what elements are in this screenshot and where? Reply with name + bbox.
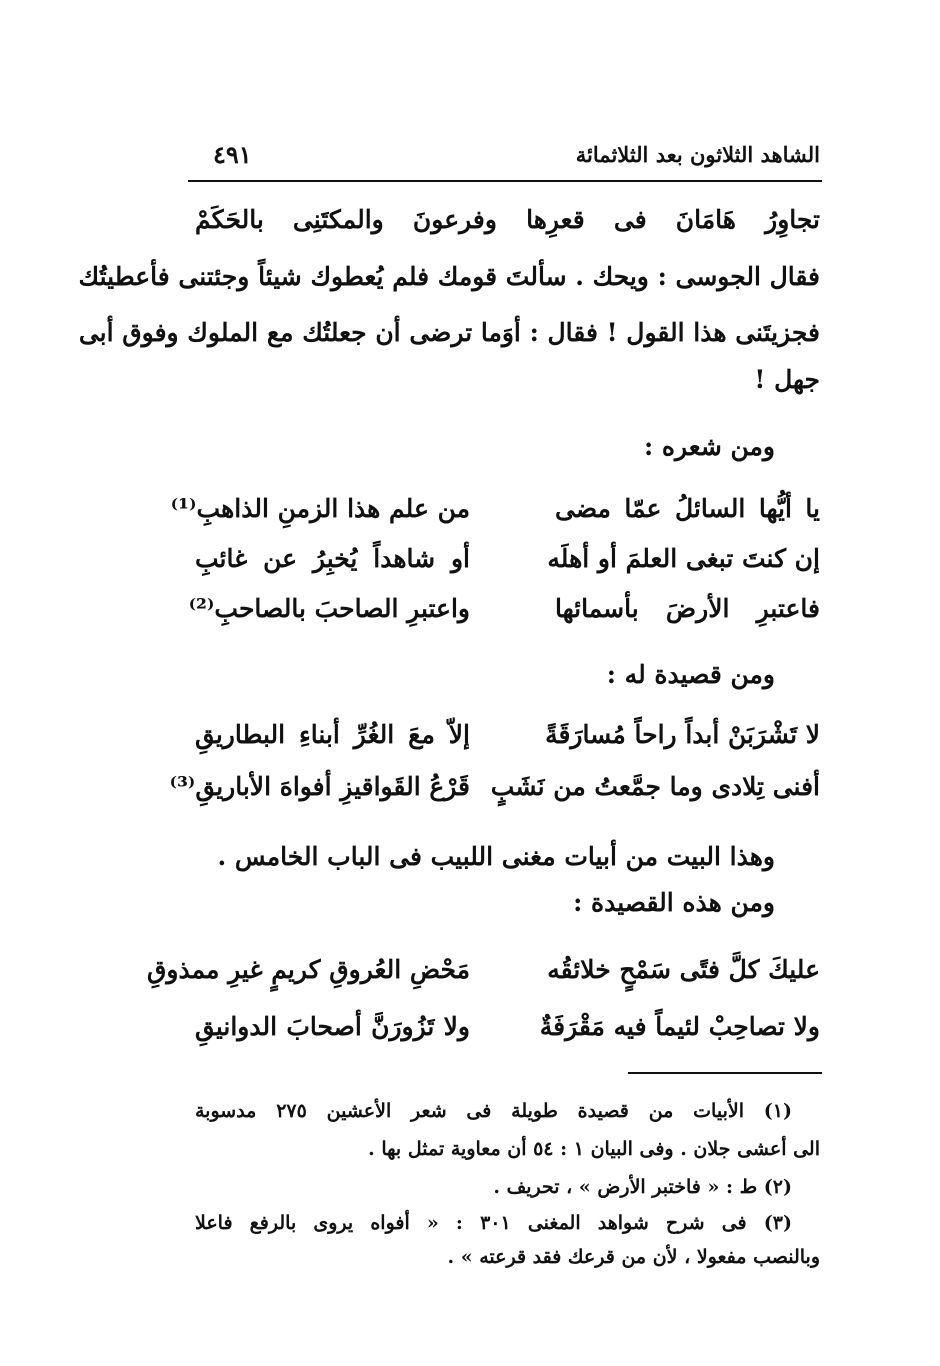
verse bbox=[170, 494, 820, 534]
verse bbox=[195, 720, 820, 760]
verse-second-hemistich: ولا تَزُورَنَّ أصحابَ الدوانيقِ bbox=[195, 1012, 470, 1041]
footnote-line: (٣) فى شرح شواهد المغنى ٣٠١ : « أفواه يروى بالرفع فاعلا bbox=[195, 1212, 792, 1234]
section-heading: ومن قصيدة له : bbox=[606, 660, 775, 689]
verse-first-hemistich: يا أيُّها السائلُ عمّا مضى bbox=[555, 494, 820, 523]
footnote-line: (١) الأبيات من قصيدة طويلة فى شعر الأعشين ٢٧٥ مدسوبة bbox=[195, 1100, 792, 1122]
verse bbox=[169, 772, 820, 812]
prose-line: فجزيتَنى هذا القول ! فقال : أوَما ترضى أن جعلتُك مع الملوك وفوق أبى bbox=[78, 318, 820, 347]
verse bbox=[147, 955, 820, 995]
prose-line: جهل ! bbox=[754, 365, 820, 394]
verse-first-hemistich: عليكَ كلَّ فتًى سَمْحٍ خلائقُه bbox=[547, 955, 820, 984]
verse-first-hemistich: أفنى تِلادى وما جمَّعتُ من نَشَبٍ bbox=[490, 772, 820, 801]
verse-line-intro: تجاوِرُ هَامَانَ فى قعرِها وفرعونَ والمكتَنِى بالحَكَمْ bbox=[195, 205, 820, 234]
header-divider bbox=[188, 180, 822, 182]
note-line: وهذا البيت من أبيات مغنى اللبيب فى الباب الخامس . bbox=[217, 842, 775, 871]
page-header bbox=[195, 138, 820, 174]
verse-second-hemistich: مَحْضِ العُروقِ كريمٍ غيرِ ممذوقِ bbox=[147, 955, 470, 984]
page-number: ٤٩١ bbox=[213, 140, 252, 169]
section-heading: ومن شعره : bbox=[643, 432, 775, 461]
verse-second-hemistich: أو شاهداً يُخبِرُ عن غائبِ bbox=[195, 544, 470, 573]
verse-second-hemistich: إلاّ معَ الغُرِّ أبناءِ البطاريقِ bbox=[195, 720, 470, 749]
footnote-line: (٢) ط : « فاختبر الأرض » ، تحريف . bbox=[493, 1176, 792, 1198]
footnote-line: وبالنصب مفعولا ، لأن من قرعك فقد قرعته » . bbox=[447, 1246, 820, 1268]
section-heading: ومن هذه القصيدة : bbox=[573, 888, 775, 917]
verse bbox=[195, 544, 820, 584]
verse-second-hemistich: واعتبرِ الصاحبَ بالصاحبِ⁽²⁾ bbox=[188, 594, 470, 623]
verse-second-hemistich: قَرْعُ القَواقيزِ أفواهَ الأباريقِ⁽³⁾ bbox=[169, 772, 470, 801]
verse-second-hemistich: من علم هذا الزمنِ الذاهبِ⁽¹⁾ bbox=[170, 494, 470, 523]
footnote-line: الى أعشى جلان . وفى البيان ١ : ٥٤ أن معاوية تمثل بها . bbox=[368, 1138, 820, 1160]
verse-first-hemistich: ولا تصاحِبْ لئيماً فيه مَقْرَفَةٌ bbox=[539, 1012, 820, 1041]
verse bbox=[188, 594, 820, 634]
prose-line: فقال الجوسى : ويحك . سألتَ قومك فلم يُعطوك شيئاً وجئتنى فأعطيتُك bbox=[78, 262, 820, 291]
running-title: الشاهد الثلاثون بعد الثلاثمائة bbox=[575, 142, 820, 167]
verse bbox=[195, 1012, 820, 1052]
verse-first-hemistich: فاعتبرِ الأرضَ بأسمائها bbox=[555, 594, 820, 623]
footnote-divider bbox=[628, 1072, 822, 1074]
verse-first-hemistich: إن كنتَ تبغى العلمَ أو أهلَه bbox=[547, 544, 820, 573]
verse-first-hemistich: لا تَشْرَبَنْ أبداً راحاً مُسارَقَةً bbox=[545, 720, 820, 749]
